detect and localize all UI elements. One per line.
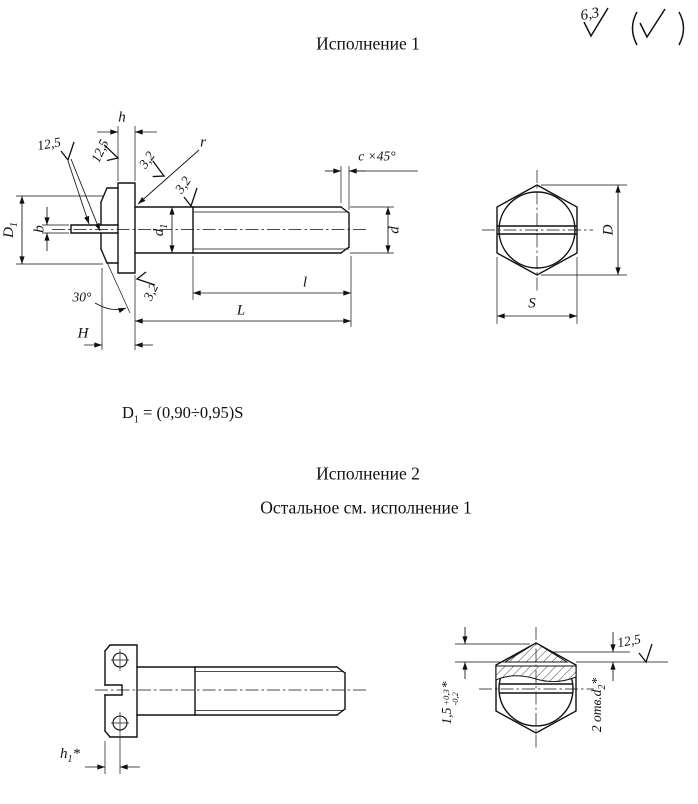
- roughness-slot-label: 12,5: [36, 134, 62, 154]
- roughness-shank-label: 3,2: [171, 173, 194, 197]
- dim-angle-label: 30°: [72, 289, 92, 305]
- dim-r-label: r: [200, 134, 206, 151]
- dim-l-label: l: [302, 274, 308, 291]
- roughness-bearing-label: 3,2: [140, 281, 162, 303]
- bolt-view1-hex: [482, 170, 627, 324]
- bolt-view2-side: [85, 645, 368, 774]
- dim-b-label: b: [31, 225, 48, 233]
- dim-d-label: d: [386, 226, 403, 234]
- roughness-check-icon-hex2: [639, 644, 652, 662]
- roughness-hole-label: 12,5: [616, 631, 642, 651]
- dim-h-label: h: [118, 109, 126, 126]
- view2-note: Остальное см. исполнение 1: [260, 497, 472, 518]
- roughness-fillet-label: 3,2: [135, 148, 158, 172]
- roughness-check-icons: [61, 142, 197, 285]
- dim-chamfer-label: c ×45°: [358, 148, 396, 164]
- formula-D1: $D_1 = (0,90\div 0,95)S$: [122, 403, 244, 426]
- roughness-default-icon: [633, 9, 684, 45]
- roughness-face-label: 12,5: [87, 137, 112, 165]
- dim-S-label: S: [528, 295, 536, 312]
- dim-slot-depth-label: 1,5 +0,3 -0,2 *: [439, 681, 460, 725]
- dim-holes-label: 2 $отв.d_2*$: [589, 677, 608, 733]
- corner-roughness-value: 6,3: [579, 5, 601, 25]
- dim-D-label: D: [600, 224, 617, 236]
- dim-H-label: H: [77, 325, 89, 342]
- dim-d1-label: $d_1$: [151, 223, 170, 237]
- dim-L-label: L: [236, 302, 246, 319]
- view2-title: Исполнение 2: [316, 463, 420, 484]
- view1-title: Исполнение 1: [316, 33, 420, 54]
- dim-D1-label: $D_1$: [1, 222, 20, 238]
- dim-h1-label: $h_1*$: [60, 746, 80, 765]
